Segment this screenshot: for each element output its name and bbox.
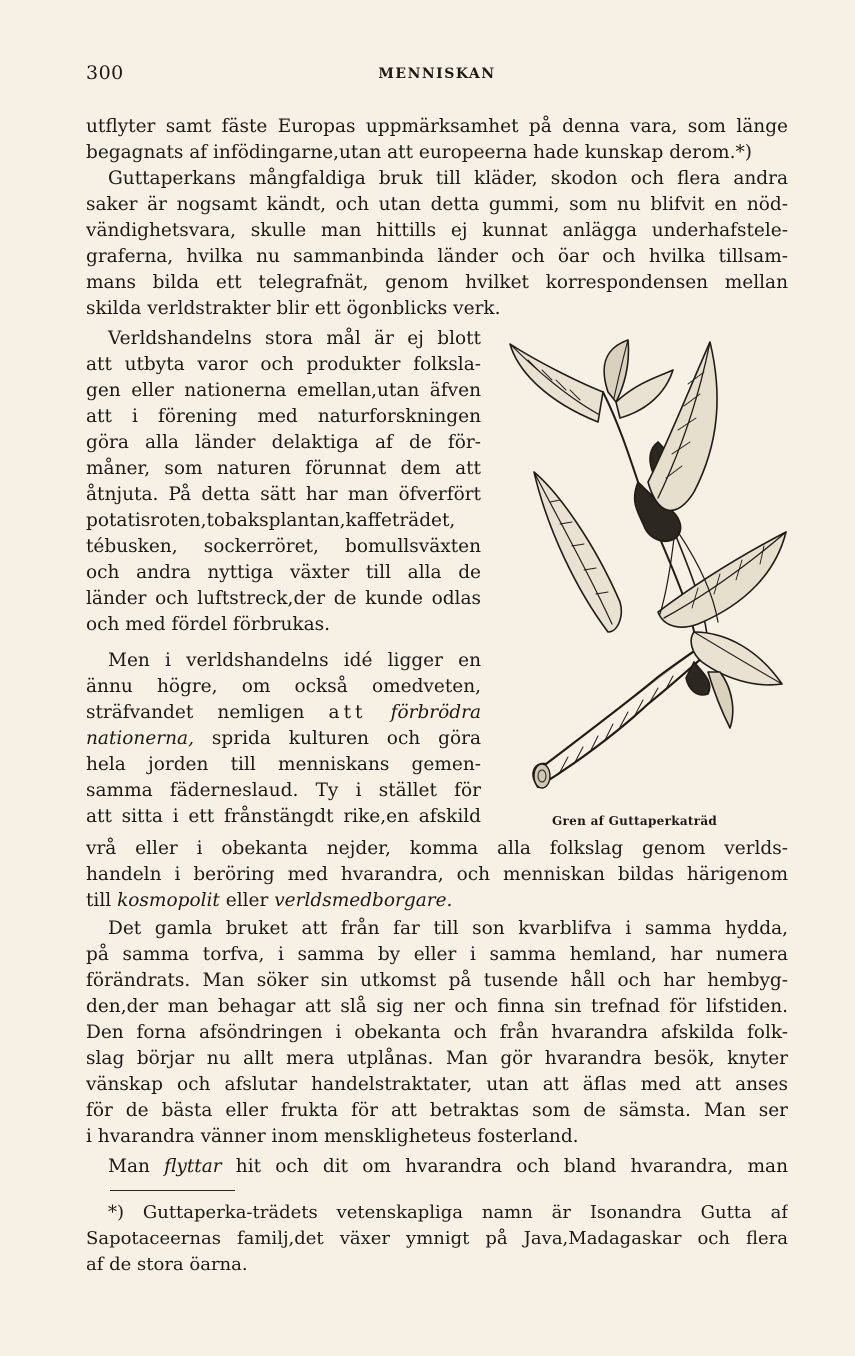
text-line: begagnats af infödingarne,utan att europeerna hade kunskap derom.*) <box>86 142 752 163</box>
text-line: att utbyta varor och produkter folksla- <box>86 354 481 375</box>
page-header <box>86 62 788 92</box>
text-line: att i förening med naturforskningen <box>86 406 481 427</box>
text-line: mans bilda ett telegrafnät, genom hvilket korrespondensen mellan <box>86 272 788 293</box>
text-line: saker är nogsamt kändt, och utan detta gummi, som nu blifvit en nöd- <box>86 194 788 215</box>
text-run: sprida kulturen och göra <box>193 728 481 749</box>
text-line: tébusken, sockerröret, bomullsväxten <box>86 536 481 557</box>
footnote-line: *) Guttaperka-trädets vetenskapliga namn är Isonandra Gutta af <box>108 1202 788 1223</box>
text-line <box>86 888 788 914</box>
text-line: ännu högre, om också omedveten, <box>86 676 481 697</box>
text-line: länder och luftstreck,der de kunde odlas <box>86 588 481 609</box>
guttapercha-branch-illustration <box>498 332 790 810</box>
text-line: och med fördel förbrukas. <box>86 614 330 635</box>
text-run: till <box>86 890 118 911</box>
text-line: slag börjar nu allt mera utplånas. Man gör hvarandra besök, knyter <box>86 1048 788 1069</box>
text-line: handeln i beröring med hvarandra, och menniskan bildas härigenom <box>86 864 788 885</box>
italic-text-run: flyttar <box>164 1156 222 1177</box>
text-line <box>86 726 481 752</box>
text-line: samma fäderneslaud. Ty i stället för <box>86 780 481 801</box>
text-line: potatisroten,tobaksplantan,kaffeträdet, <box>86 510 456 531</box>
text-line: måner, som naturen förunnat dem att <box>86 458 481 479</box>
footnote-line: Sapotaceernas familj,det växer ymnigt på Java,Madagaskar och flera <box>86 1228 788 1249</box>
italic-text-run: verldsmedborgare. <box>274 890 453 911</box>
text-line: på samma torfva, i samma by eller i samma hemland, har numera <box>86 944 788 965</box>
italic-text-run: kosmopolit <box>117 890 220 911</box>
text-run: eller <box>219 890 275 911</box>
footnote-line: af de stora öarna. <box>86 1254 248 1275</box>
text-line: skilda verldstrakter blir ett ögonblicks verk. <box>86 298 501 319</box>
text-line: och andra nyttiga växter till alla de <box>86 562 481 583</box>
text-line: förändrats. Man söker sin utkomst på tusende håll och har hembyg- <box>86 970 788 991</box>
text-line <box>86 700 481 726</box>
text-line: Den forna afsöndringen i obekanta och från hvarandra afskilda folk- <box>86 1022 788 1043</box>
text-line: vänskap och afslutar handelstraktater, utan att äflas med att anses <box>86 1074 788 1095</box>
text-line: vändighetsvara, skulle man hittills ej kunnat anlägga underhafstele- <box>86 220 788 241</box>
running-title: MENNISKAN <box>378 66 496 82</box>
text-line: vrå eller i obekanta nejder, komma alla folkslag genom verlds- <box>86 838 788 859</box>
figure-caption: Gren af Guttaperkaträd <box>552 814 718 828</box>
branch-engraving-icon <box>498 332 790 810</box>
text-line: göra alla länder delaktiga af de för- <box>86 432 481 453</box>
text-line: utflyter samt fäste Europas uppmärksamhet på denna vara, som länge <box>86 116 788 137</box>
text-run: hit och dit om hvarandra och bland hvarandra, man <box>221 1156 788 1177</box>
text-line: hela jorden till menniskans gemen- <box>86 754 481 775</box>
text-run: Man <box>108 1156 165 1177</box>
text-run: sträfvandet nemligen <box>86 702 329 723</box>
text-line: Guttaperkans mångfaldiga bruk till kläder, skodon och flera andra <box>108 168 788 189</box>
text-line: den,der man behagar att slå sig ner och finna sin trefnad för lifstiden. <box>86 996 788 1017</box>
text-line: för de bästa eller frukta för att betraktas som de sämsta. Man ser <box>86 1100 788 1121</box>
text-line: Verldshandelns stora mål är ej blott <box>108 328 481 349</box>
italic-text-run: förbrödra <box>390 702 481 723</box>
text-line: åtnjuta. På detta sätt har man öfverfört <box>86 484 481 505</box>
footnote-rule <box>110 1190 235 1191</box>
text-line: graferna, hvilka nu sammanbinda länder och öar och hvilka tillsam- <box>86 246 788 267</box>
italic-text-run: nationerna, <box>86 728 194 749</box>
text-line: Men i verldshandelns idé ligger en <box>108 650 481 671</box>
text-line: i hvarandra vänner inom menskligheteus fosterland. <box>86 1126 579 1147</box>
spaced-text-run: att <box>328 702 367 723</box>
text-line: Det gamla bruket att från far till son kvarblifva i samma hydda, <box>108 918 788 939</box>
text-line: gen eller nationerna emellan,utan äfven <box>86 380 481 401</box>
text-line: att sitta i ett frånstängdt rike,en afskild <box>86 806 481 827</box>
page-number: 300 <box>86 62 124 84</box>
text-line <box>86 1154 788 1180</box>
